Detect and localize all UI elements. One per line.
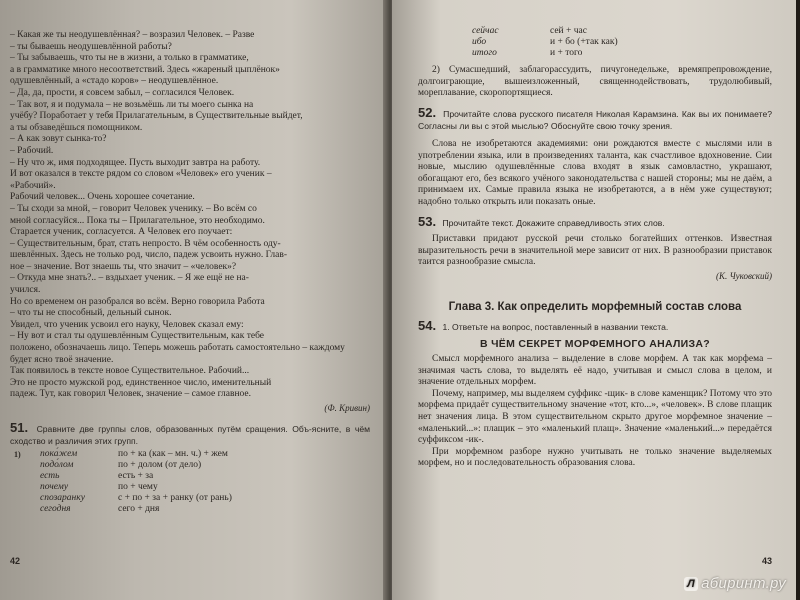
- exercise-number: 53.: [418, 213, 437, 229]
- exercise-52: [418, 104, 773, 209]
- table-row: [468, 37, 622, 48]
- watermark-logo: [684, 575, 786, 592]
- chapter-title: Глава 3. Как определить морфемный состав слова: [448, 300, 742, 313]
- story-line: – Рабочий.: [10, 145, 54, 156]
- story-line: Рабочий человек... Очень хорошее сочетание.: [10, 192, 195, 203]
- exercise-53-text: Приставки придают русской речи столько богатейших оттенков. Известная выразительность речи в значительной мере зависит от них. В разнообразии приставок таится разнообразие смысла.: [418, 234, 772, 268]
- story-line: Увидел, что ученик усвоил его науку, Человек сказал ему:: [10, 319, 244, 330]
- table-row: [10, 449, 236, 460]
- story-line: – Ну вот и стал ты одушевлённым Существительным, как тебе: [10, 331, 264, 342]
- parts-cell: по + ка (как – мн. ч.) + жем: [118, 448, 228, 459]
- story-line: – Ты забываешь, что ты не в жизни, а только в грамматике,: [10, 53, 249, 64]
- story-attribution: (Ф. Кривин): [324, 403, 370, 413]
- watermark-text: абиринт.ру: [701, 575, 786, 592]
- word-cell: есть: [40, 470, 60, 481]
- exercise-52-text: Слова не изобретаются академиями: они рождаются вместе с мыслями или в употреблении языка, или в произведениях таланта, как счастливое вдохновение. Сии новые, мыслию одушевлённые слова входят в язык самовластно, украшают, обогащают его, без всякого учёного законодательства с нашей стороны; мы не даём, а принимаем их. Самые правила языка не изобретаются, а в нём уже существуют; надобно только открыть или показать оные.: [418, 138, 772, 207]
- story-line: Это не просто мужской род, единственное число, именительный: [10, 377, 272, 388]
- story-text: [10, 30, 370, 401]
- word-cell: почему: [40, 481, 69, 492]
- story-line: – Существительным, брат, стать непросто. В чём особенность оду-: [10, 238, 281, 249]
- parts-cell: с + по + за + ранку (от рань): [118, 492, 232, 503]
- labirint-logo-icon: Л: [684, 577, 698, 591]
- exercise-task: Сравните две группы слов, образованных путём сращения. Объ-ясните, в чём сходство и различия этих групп.: [10, 423, 371, 447]
- word-formation-table-continued: [468, 26, 622, 59]
- parts-cell: по + чему: [118, 481, 158, 492]
- parts-cell: и + того: [550, 48, 583, 58]
- word-cell: пока́жем: [40, 448, 78, 459]
- exercise-number: 54.: [418, 317, 437, 333]
- group-label-empty: [10, 482, 36, 493]
- story-line: – что ты не способный, дельный сынок.: [10, 308, 172, 319]
- page-number-right: 43: [761, 556, 772, 566]
- exercise-task: Прочитайте слова русского писателя Николая Карамзина. Как вы их понимаете? Согласны ли вы с этой мыслью? Обоснуйте свою точку зрения.: [418, 108, 773, 132]
- group-label-empty: [10, 471, 36, 482]
- word-cell: подо́лом: [40, 459, 74, 470]
- story-line: – А как зовут сынка-то?: [10, 134, 107, 145]
- table-row: [468, 26, 622, 37]
- story-line: учёбу? Поработает у тебя Прилагательным, в Существительные выйдет,: [10, 111, 303, 122]
- story-line: шевлённых. Здесь не только род, число, падеж усвоить нужно. Глав-: [10, 250, 288, 261]
- parts-cell: по + долом (от дело): [118, 459, 202, 470]
- exercise-54-paragraph-2: Почему, например, мы выделяем суффикс -щик- в слове каменщик? Потому что это морфема придаёт существительному значение «тот, кто...», «человек». В слове плащик нет значения лица. В этом существительном скрыто другое морфемное значение – «маленький...»: плащик – это «маленький плащ». Значение «маленький...» передаётся суффиксом -ик-.: [418, 388, 772, 446]
- exercise-51: [10, 419, 371, 515]
- story-line: – Откуда мне знать?.. – вздыхает ученик. – Я же ещё не на-: [10, 273, 249, 284]
- text-heading: В ЧЁМ СЕКРЕТ МОРФЕМНОГО АНАЛИЗА?: [479, 338, 710, 351]
- story-line: И вот оказался в тексте рядом со словом «Человек» его ученик –: [10, 169, 272, 180]
- parts-cell: и + бо (+так как): [550, 37, 618, 47]
- word-formation-table: [10, 449, 236, 515]
- exercise-task: 1. Ответьте на вопрос, поставленный в названии текста.: [442, 321, 669, 332]
- table-row: [10, 493, 236, 504]
- table-row: [468, 48, 622, 59]
- story-line: а в грамматике много несоответствий. Здесь «жареный цыплёнок»: [10, 64, 280, 75]
- story-line: учился.: [10, 285, 41, 296]
- exercise-task: Прочитайте текст. Докажите справедливость этих слов.: [442, 217, 665, 228]
- table-row: [10, 482, 236, 493]
- story-line: – Ну что ж, имя подходящее. Пусть выходит завтра на работу.: [10, 157, 261, 168]
- parts-cell: сей + час: [550, 26, 587, 36]
- story-line: – Какая же ты неодушевлённая? – возразил Человек. – Разве: [10, 30, 255, 40]
- table-row: [10, 504, 236, 515]
- story-line: положено, обозначаешь лицо. Теперь можешь работать самостоятельно – каждому: [10, 343, 345, 354]
- story-line: будет ясно твоё значение.: [10, 354, 114, 365]
- group-label-empty: [10, 460, 36, 471]
- exercise-number: 51.: [10, 419, 29, 435]
- story-line: – Ты сходи за мной, – говорит Человек ученику. – Во всём со: [10, 203, 257, 214]
- word-cell: сегодня: [40, 503, 71, 514]
- word-cell: спозаранку: [40, 492, 85, 503]
- exercise-54-paragraph-1: Смысл морфемного анализа – выделение в слове морфем. А так как морфема – значимая часть слова, то выделять её надо, учитывая и смысл слова в целом, и значение отдельных морфем.: [418, 354, 772, 388]
- story-line: падеж. Тут, как говорил Человек, значение – самое главное.: [10, 389, 252, 400]
- story-line: – Да, да, прости, я совсем забыл, – согласился Человек.: [10, 87, 235, 98]
- table-row: [10, 471, 236, 482]
- story-line: Старается ученик, согласуется. А Человек его поучает:: [10, 227, 233, 238]
- parts-cell: сего + дня: [118, 503, 160, 514]
- exercise-54-paragraph-3: При морфемном разборе нужно учитывать не только значение выделяемых морфем, но и последовательность образования слова.: [418, 446, 772, 469]
- group-label: 1): [14, 449, 21, 459]
- story-line: «Рабочий».: [10, 180, 56, 191]
- story-line: – Так вот, я и подумала – не возьмёшь ли ты моего сынка на: [10, 99, 254, 110]
- word-cell: сейчас: [472, 26, 499, 36]
- story-line: Но со временем он разобрался во всём. Верно говорила Работа: [10, 296, 265, 307]
- story-line: Так появилось в тексте новое Существительное. Рабочий...: [10, 366, 250, 377]
- story-line: а ты обзаведёшься помощником.: [10, 122, 143, 133]
- story-line: – ты бываешь неодушевлённой работы?: [10, 41, 172, 52]
- exercise-53-attribution: (К. Чуковский): [715, 270, 772, 281]
- word-cell: ибо: [472, 37, 487, 47]
- table-row: [10, 460, 236, 471]
- exercise-54: [418, 317, 772, 471]
- exercise-number: 52.: [418, 104, 437, 120]
- story-line: мной согласуйся... Пока ты – Прилагательное, это необходимо.: [10, 215, 265, 226]
- exercise-51-item-2: 2) Сумасшедший, заблагорассудить, пичугонедельже, времяпрепровождение, долгоиграющие, вышеизложенный, священнодействовать, трудолюбивый, мореплавание, скоропортящиеся.: [418, 65, 772, 99]
- parts-cell: есть + за: [118, 470, 154, 481]
- exercise-53: [418, 213, 772, 283]
- group-label-empty: [10, 504, 36, 515]
- group-label-empty: [10, 493, 36, 504]
- left-page: [0, 0, 388, 600]
- story-line: одушевлённый, а «стадо коров» – неодушевлённое.: [10, 76, 219, 87]
- story-line: ное – значение. Вот знаешь ты, что значит – «человек»?: [10, 261, 237, 272]
- word-cell: итого: [472, 48, 497, 58]
- page-number-left: 42: [10, 556, 21, 566]
- right-page: [392, 0, 796, 600]
